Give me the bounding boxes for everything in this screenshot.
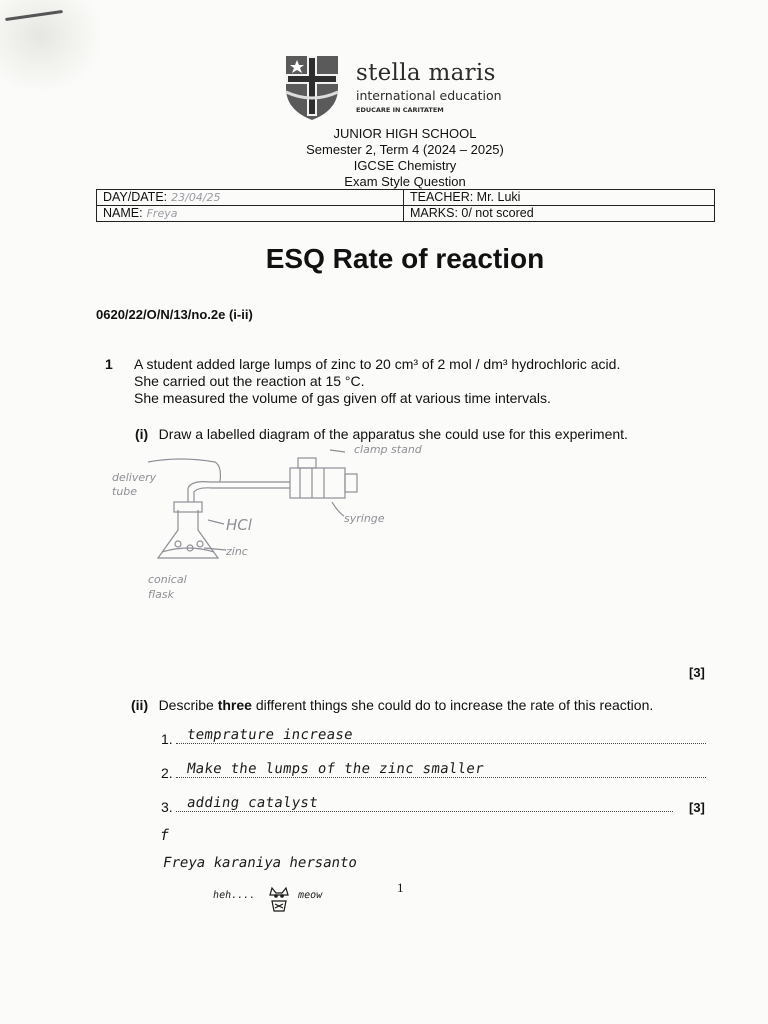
label-flask: conical flask [148,573,187,601]
name-cell [97,206,404,222]
part-i-text: Draw a labelled diagram of the apparatus she could use for this experiment. [158,426,628,442]
answer-line[interactable] [161,727,706,747]
part-i-marks: [3] [689,665,705,680]
info-table [96,189,715,222]
label-zinc: zinc [226,545,248,558]
label-acid: HCl [226,516,252,534]
answer-dotted-line [176,777,706,778]
answer-dotted-line [176,743,706,744]
part-ii-text-end: different things she could do to increase the rate of this reaction. [251,697,654,713]
answer-line[interactable] [161,761,706,781]
student-signature: Freya karaniya hersanto [161,855,359,871]
doodle-text-left: heh.... [212,890,257,901]
cat-doodle-icon [266,885,292,913]
part-ii-prompt [131,697,653,715]
question-line-1: A student added large lumps of zinc to 20 cm³ of 2 mol / dm³ hydrochloric acid. [134,356,621,372]
info-row [97,206,715,222]
term-line: Semester 2, Term 4 (2024 – 2025) [306,142,504,157]
name-label: NAME: [103,206,143,220]
school-crest-logo [282,52,342,122]
school-name: stella maris [356,60,496,86]
school-subtitle: international education [356,88,502,103]
info-row [97,190,715,206]
part-ii-text-emphasis: three [217,697,252,713]
answer-number: 1. [161,731,173,747]
school-level: JUNIOR HIGH SCHOOL [333,126,477,141]
teacher-cell: TEACHER: Mr. Luki [404,190,715,206]
scribble-initial: f [158,826,171,844]
question-number: 1 [105,356,113,372]
date-value: 23/04/25 [171,191,221,204]
part-ii-label: (ii) [131,697,149,713]
question-reference: 0620/22/O/N/13/no.2e (i-ii) [96,307,253,322]
subject-line: IGCSE Chemistry [353,158,457,173]
answer-line[interactable] [161,795,673,815]
label-syringe: syringe [344,512,385,525]
date-label: DAY/DATE: [103,190,168,204]
page-title: ESQ Rate of reaction [265,243,545,274]
part-ii-marks: [3] [689,800,705,815]
page-number: 1 [397,880,404,895]
question-line-3: She measured the volume of gas given off at various time intervals. [134,390,551,406]
answer-dotted-line [176,811,673,812]
answer-text: Make the lumps of the zinc smaller [185,761,485,777]
part-ii-text-start: Describe [158,697,218,713]
part-i-label: (i) [135,426,149,442]
name-value: Freya [146,207,178,220]
answer-text: adding catalyst [185,795,320,811]
marks-cell: MARKS: 0/ not scored [404,206,715,222]
answer-number: 2. [161,765,173,781]
answer-number: 3. [161,799,173,815]
doodle-text-right: meow [297,890,324,901]
answer-text: temprature increase [185,727,354,743]
question-line-2: She carried out the reaction at 15 °C. [134,373,365,389]
date-cell [97,190,404,206]
label-clamp-stand: clamp stand [354,443,422,456]
exam-type-line: Exam Style Question [344,174,466,189]
label-delivery-tube: delivery tube [112,471,157,498]
school-motto: EDUCARE IN CARITATEM [356,106,444,114]
